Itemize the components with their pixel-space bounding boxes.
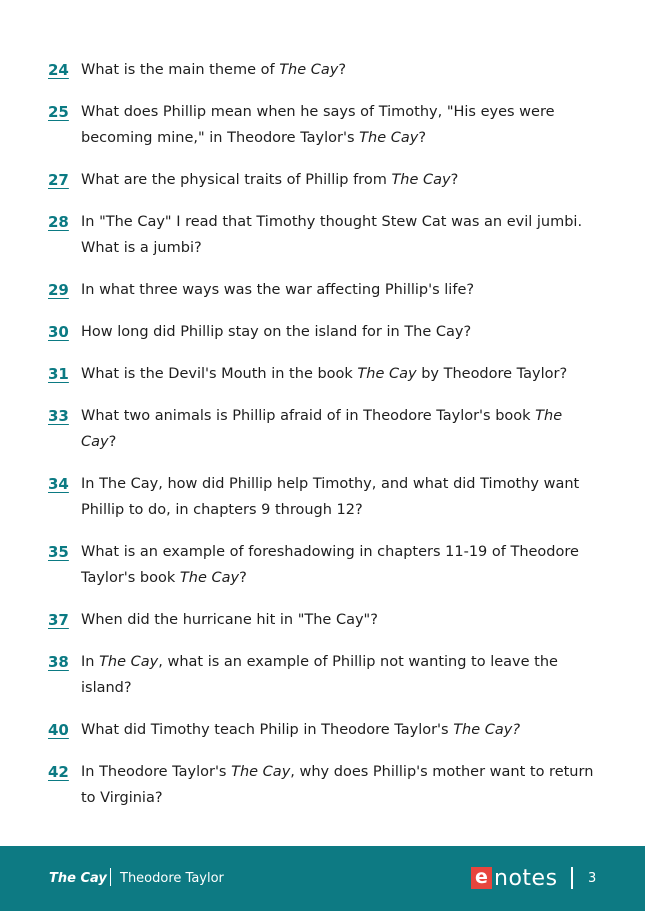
question-number-link[interactable]: 33 (48, 407, 69, 425)
question-text[interactable]: What is the main theme of The Cay? (81, 62, 347, 78)
question-text[interactable]: In "The Cay" I read that Timothy thought Stew Cat was an evil jumbi. What is a jumbi? (81, 214, 583, 256)
question-text[interactable]: When did the hurricane hit in "The Cay"? (81, 612, 378, 628)
footer-author: Theodore Taylor (120, 871, 224, 886)
question-text[interactable]: In Theodore Taylor's The Cay, why does Phillip's mother want to return to Virginia? (81, 764, 594, 806)
logo-e-icon: e (471, 867, 492, 889)
footer-divider (571, 867, 573, 889)
question-item (48, 717, 608, 743)
question-item (48, 649, 608, 701)
question-number-link[interactable]: 27 (48, 171, 69, 189)
footer-divider (110, 868, 111, 886)
question-item (48, 539, 608, 591)
question-item (48, 607, 608, 633)
question-number-link[interactable]: 38 (48, 653, 69, 671)
question-item (48, 759, 608, 811)
question-number-link[interactable]: 30 (48, 323, 69, 341)
page-number: 3 (588, 871, 597, 886)
question-text[interactable]: What is an example of foreshadowing in chapters 11-19 of Theodore Taylor's book The Cay? (81, 544, 579, 586)
question-number-link[interactable]: 40 (48, 721, 69, 739)
question-text[interactable]: In The Cay, how did Phillip help Timothy, and what did Timothy want Phillip to do, in chapters 9 through 12? (81, 476, 580, 518)
logo-wordmark: notes (494, 865, 558, 891)
question-number-link[interactable]: 34 (48, 475, 69, 493)
question-item (48, 471, 608, 523)
question-text[interactable]: What two animals is Phillip afraid of in Theodore Taylor's book The Cay? (81, 408, 563, 450)
question-item (48, 57, 608, 83)
question-item (48, 209, 608, 261)
question-number-link[interactable]: 35 (48, 543, 69, 561)
question-number-link[interactable]: 37 (48, 611, 69, 629)
question-item (48, 319, 608, 345)
question-text[interactable]: How long did Phillip stay on the island for in The Cay? (81, 324, 472, 340)
question-text[interactable]: What is the Devil's Mouth in the book The Cay by Theodore Taylor? (81, 366, 568, 382)
question-number-link[interactable]: 42 (48, 763, 69, 781)
question-text[interactable]: What are the physical traits of Phillip from The Cay? (81, 172, 459, 188)
enotes-logo[interactable] (471, 866, 558, 890)
question-text[interactable]: What did Timothy teach Philip in Theodore Taylor's The Cay? (81, 722, 521, 738)
question-number-link[interactable]: 24 (48, 61, 69, 79)
question-number-link[interactable]: 25 (48, 103, 69, 121)
question-item (48, 277, 608, 303)
question-item (48, 403, 608, 455)
question-text[interactable]: In what three ways was the war affecting Phillip's life? (81, 282, 475, 298)
footer-book-title: The Cay (49, 871, 107, 886)
question-number-link[interactable]: 31 (48, 365, 69, 383)
question-item (48, 99, 608, 151)
question-number-link[interactable]: 28 (48, 213, 69, 231)
question-number-link[interactable]: 29 (48, 281, 69, 299)
question-text[interactable]: In The Cay, what is an example of Phillip not wanting to leave the island? (81, 654, 558, 696)
question-item (48, 361, 608, 387)
page-footer (0, 846, 645, 911)
question-item (48, 167, 608, 193)
question-text[interactable]: What does Phillip mean when he says of Timothy, "His eyes were becoming mine," in Theodore Taylor's The Cay? (81, 104, 555, 146)
